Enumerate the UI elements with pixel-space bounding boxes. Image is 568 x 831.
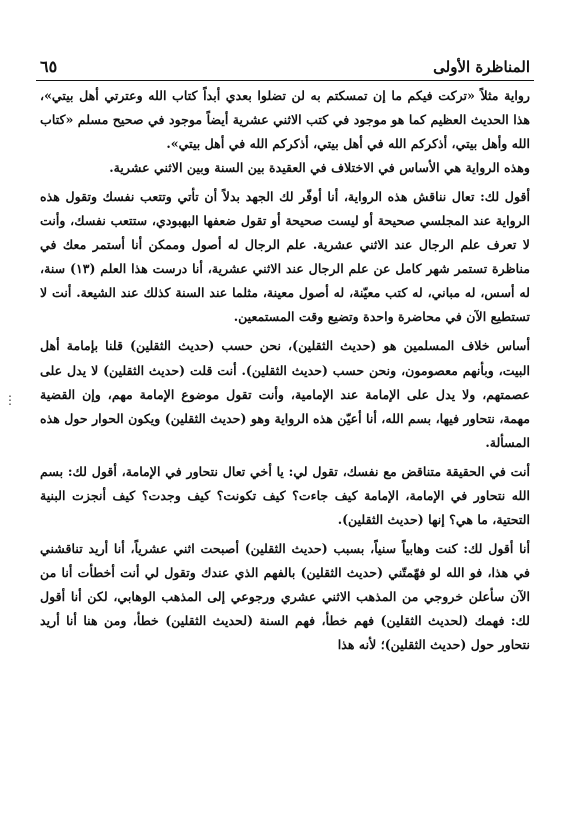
page-header — [40, 50, 530, 76]
paragraph-narration-discussion: أقول لك: تعال نناقش هذه الرواية، أنا أوفّر لك الجهد بدلاً أن تأتي وتتعب نفسك وتقول هذه الرواية عند المجلسي صحيحة أو ليست صحيحة أو تقول ضعفها البهبودي، ستتعب نفسك، وأنت لا تعرف علم الرجال عند الاثني عشرية. علم الرجال له أصول وممكن أنا أستمر معك في مناظرة تستمر شهر كامل عن علم الرجال عند الاثني عشرية، أنا درست هذا العلم (١٣) سنة، له أسس، له مباني، له كتب معيّنة، له أصول معينة، مثلما عند السنة كذلك عند الشيعة. أنت لا تستطيع الآن في محاضرة واحدة وتضيع وقت المستمعين. — [40, 189, 530, 325]
paragraph-hadith: رواية مثلاً «تركت فيكم ما إن تمسكتم به لن تضلوا بعدي أبداً كتاب الله وعترتي أهل بيتي»، هذا الحديث العظيم كما هو موجود في كتب الاثني عشرية أيضاً موجود في صحيح مسلم «كتاب الله وأهل بيتي، أذكركم الله في أهل بيتي، أذكركم الله في أهل بيتي». — [40, 88, 530, 152]
paragraph-thaqalayn-basis: أساس خلاف المسلمين هو (حديث الثقلين)، نحن حسب (حديث الثقلين) قلنا بإمامة أهل البيت، وبأنهم معصومون، ونحن حسب (حديث الثقلين). أنت قلت (حديث الثقلين) لا يدل على عصمتهم، ولا يدل على الإمامة عند الإمامية، وأنت تقول موضوع الإمامة مهم، وإن القضية مهمة، نتحاور فيها، بسم الله، أنا أعيّن هذه الرواية وهو (حديث الثقلين) ويكون الحوار حول هذه المسألة. — [40, 338, 530, 450]
paragraph-foundation: وهذه الرواية هي الأساس في الاختلاف في العقيدة بين السنة وبين الاثني عشرية. — [109, 160, 530, 176]
body-text — [40, 84, 530, 657]
paragraph-contradiction: أنت في الحقيقة متناقض مع نفسك، تقول لي: يا أخي تعال نتحاور في الإمامة، أقول لك: بسم الله نتحاور في الإمامة، الإمامة كيف جاءت؟ كيف تكونت؟ كيف وجدت؟ كيف أنجزت البنية التحتية، ما هي؟ إنها (حديث الثقلين). — [40, 463, 530, 527]
paragraph-personal-account: أنا أقول لك: كنت وهابياً سنياً، بسبب (حديث الثقلين) أصبحت اثني عشرياً، أنا أريد تناقشني في هذا، فو الله لو فهّمتّني (حديث الثقلين) بالفهم الذي عندك وتقول لي أنت أخطأت أنا من الآن سأعلن خروجي من المذهب الاثني عشري ورجوعي إلى المذهب الوهابي، لكن أنا أقول لك: فهمك (لحديث الثقلين) فهم خطأ، فهم السنة (لحديث الثقلين) خطأ، ومن هنا أنا أريد نتحاور حول (حديث الثقلين)؛ لأنه هذا — [40, 540, 530, 653]
page-number: ٦٥ — [40, 57, 58, 76]
header-rule — [36, 80, 534, 81]
margin-mark: ⋮ — [4, 393, 16, 407]
running-title: المناظرة الأولى — [433, 58, 530, 76]
